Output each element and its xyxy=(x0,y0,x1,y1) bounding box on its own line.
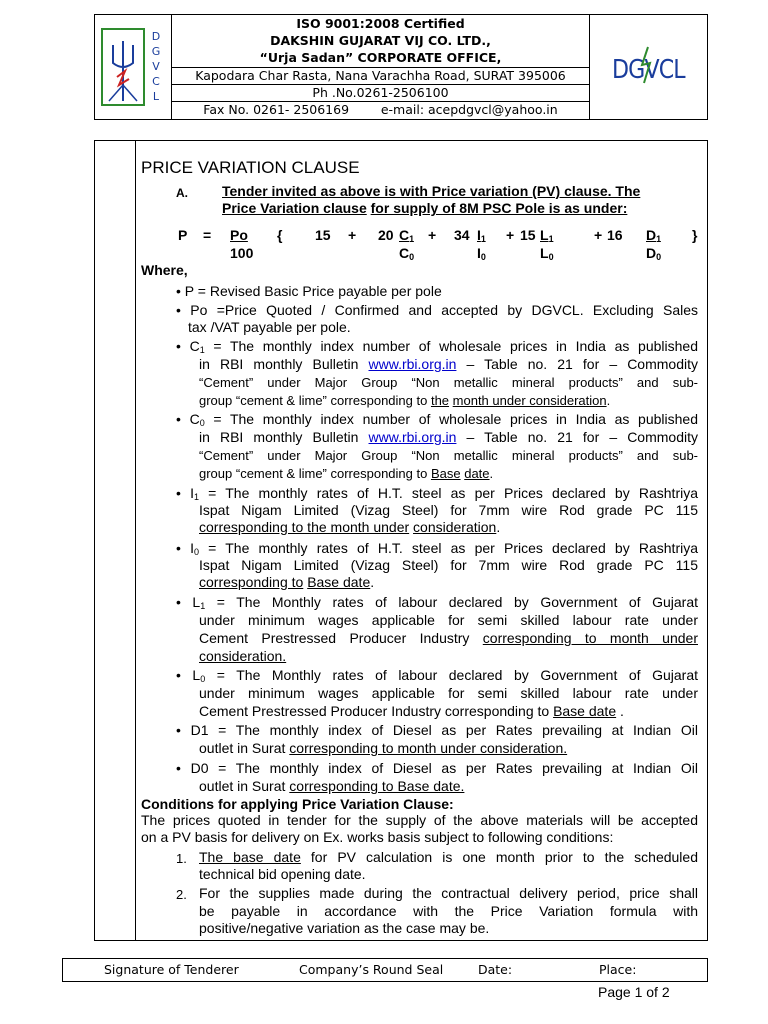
condition-1-line2: technical bid opening date. xyxy=(199,866,366,882)
office-address: Kapodara Char Rasta, Nana Varachha Road, SURAT 395006 xyxy=(172,67,589,84)
formula-const: 15 xyxy=(315,227,331,243)
def-l0-line1: • $L_0$ = The Monthly rates of labour declared by Government of Gujarat xyxy=(176,667,699,684)
formula-l-num: $L_1$ xyxy=(540,227,554,244)
phone-number: Ph .No.0261-2506100 xyxy=(172,84,589,101)
formula-d-den: $D_0$ xyxy=(646,245,662,262)
fax-email: Fax No. 0261- 2506169 e-mail: acepdgvcl@yahoo.in xyxy=(172,101,589,118)
rbi-link[interactable]: www.rbi.org.in xyxy=(368,356,457,372)
def-po-line2: tax /VAT payable per pole. xyxy=(188,319,351,335)
def-l1-line1: • $L_1$ = The Monthly rates of labour declared by Government of Gujarat xyxy=(176,594,699,611)
formula-brace-close: } xyxy=(692,227,698,243)
def-l1-line3: Cement Prestressed Producer Industry corresponding to month under xyxy=(199,630,698,646)
def-l0-line3: Cement Prestressed Producer Industry corresponding to Base date . xyxy=(199,703,624,719)
formula-plus: + xyxy=(594,227,603,243)
formula-l-den: $L_0$ xyxy=(540,245,554,262)
formula-plus: + xyxy=(506,227,515,243)
formula-brace-open: { xyxy=(277,227,283,243)
def-c1-line2: in RBI monthly Bulletin www.rbi.org.in – Table no. 21 for – Commodity xyxy=(199,356,698,372)
iso-certification: ISO 9001:2008 Certified xyxy=(296,16,465,31)
def-c0-line1: • $C_0$ = The monthly index number of wholesale prices in India as published xyxy=(176,411,698,428)
def-p: • P = Revised Basic Price payable per pole xyxy=(176,283,442,299)
def-i1-line3: corresponding to the month under consideration. xyxy=(199,519,501,535)
def-c1-line1: • $C_1$ = The monthly index number of wholesale prices in India as published xyxy=(176,338,698,355)
condition-2-line2: be payable in accordance with the Price Variation formula with xyxy=(199,903,698,919)
formula-eq: = xyxy=(203,227,212,243)
formula-l-coef: 15 xyxy=(520,227,536,243)
supply-scope: for supply of 8M PSC Pole is as under: xyxy=(370,200,628,216)
office-name: “Urja Sadan” CORPORATE OFFICE, xyxy=(259,50,502,65)
formula-plus: + xyxy=(428,227,437,243)
condition-2-line3: positive/negative variation as the case may be. xyxy=(199,920,490,936)
def-i0-line2: Ispat Nigam Limited (Vizag Steel) for 7mm wire Rod grade PC 115 xyxy=(199,557,698,573)
company-name: DAKSHIN GUJARAT VIJ CO. LTD., xyxy=(270,33,491,48)
clause-marker: A. xyxy=(176,186,188,200)
conditions-title: Conditions for applying Price Variation Clause: xyxy=(141,796,454,812)
where-label: Where, xyxy=(141,262,188,278)
def-d1-line1: • D1 = The monthly index of Diesel as per Rates prevailing at Indian Oil xyxy=(176,722,698,738)
def-i0-line1: • $I_0$ = The monthly rates of H.T. steel as per Prices declared by Rashtriya xyxy=(176,540,698,557)
formula-d-num: $D_1$ xyxy=(646,227,662,244)
formula-i-coef: 34 xyxy=(454,227,470,243)
signature-label: Signature of Tenderer xyxy=(104,962,239,977)
formula-po: Po xyxy=(230,227,248,243)
formula-plus: + xyxy=(348,227,357,243)
def-c0-line3: “Cement” under Major Group “Non metallic mineral products” and sub- xyxy=(199,448,698,463)
formula-i-num: $I_1$ xyxy=(477,227,486,244)
def-d1-line2: outlet in Surat corresponding to month under consideration. xyxy=(199,740,568,756)
conditions-intro-line1: The prices quoted in tender for the supply of the above materials will be accepted xyxy=(141,812,698,828)
logo-letter: V xyxy=(152,60,160,73)
logo-letter: D xyxy=(151,30,161,43)
signature-strip xyxy=(62,958,708,982)
def-c1-line4: group “cement & lime” corresponding to the month under consideration. xyxy=(199,393,611,408)
def-c0-line4: group “cement & lime” corresponding to Base date. xyxy=(199,466,494,481)
formula-d-coef: 16 xyxy=(607,227,623,243)
condition-2-number: 2. xyxy=(176,887,187,902)
logo-letter: G xyxy=(151,45,161,58)
formula-c-coef: 20 xyxy=(378,227,394,243)
date-label: Date: xyxy=(478,962,513,977)
def-d0-line2: outlet in Surat corresponding to Base date. xyxy=(199,778,465,794)
def-c1-line3: “Cement” under Major Group “Non metallic mineral products” and sub- xyxy=(199,375,698,390)
def-i0-line3: corresponding to Base date. xyxy=(199,574,375,590)
def-i1-line2: Ispat Nigam Limited (Vizag Steel) for 7mm wire Rod grade PC 115 xyxy=(199,502,698,518)
def-l0-line2: under minimum wages applicable for semi skilled labour rate under xyxy=(199,685,698,701)
condition-1-number: 1. xyxy=(176,851,187,866)
formula-c-num: $C_1$ xyxy=(399,227,415,244)
def-c0-line2: in RBI monthly Bulletin www.rbi.org.in – Table no. 21 for – Commodity xyxy=(199,429,698,445)
def-i1-line1: • $I_1$ = The monthly rates of H.T. steel as per Prices declared by Rashtriya xyxy=(176,485,698,502)
condition-1-line1: The base date for PV calculation is one month prior to the scheduled xyxy=(199,849,698,865)
def-d0-line1: • D0 = The monthly index of Diesel as per Rates prevailing at Indian Oil xyxy=(176,760,698,776)
page-number: Page 1 of 2 xyxy=(598,984,670,1000)
clause-a-line1: Tender invited as above is with Price variation (PV) clause. The xyxy=(222,183,641,199)
def-l1-line4: consideration. xyxy=(199,648,287,664)
seal-label: Company’s Round Seal xyxy=(299,962,444,977)
formula-c-den: $C_0$ xyxy=(399,245,415,262)
place-label: Place: xyxy=(599,962,637,977)
logo-wordmark: DGVCL xyxy=(612,55,685,85)
logo-letter: L xyxy=(152,90,160,103)
def-po-line1: • Po =Price Quoted / Confirmed and accepted by DGVCL. Excluding Sales xyxy=(176,302,698,318)
rbi-link[interactable]: www.rbi.org.in xyxy=(368,429,457,445)
conditions-intro-line2: on a PV basis for delivery on Ex. works basis subject to following conditions: xyxy=(141,829,614,845)
formula-100: 100 xyxy=(230,245,254,261)
logo-letter: C xyxy=(152,75,160,88)
def-l1-line2: under minimum wages applicable for semi skilled labour rate under xyxy=(199,612,698,628)
formula-i-den: $I_0$ xyxy=(477,245,486,262)
formula-p: P xyxy=(178,227,188,243)
section-title: PRICE VARIATION CLAUSE xyxy=(141,158,360,177)
condition-2-line1: For the supplies made during the contractual delivery period, price shall xyxy=(199,885,698,901)
pv-clause-term: Price Variation clause xyxy=(222,200,367,216)
clause-a-line2 xyxy=(222,200,627,217)
